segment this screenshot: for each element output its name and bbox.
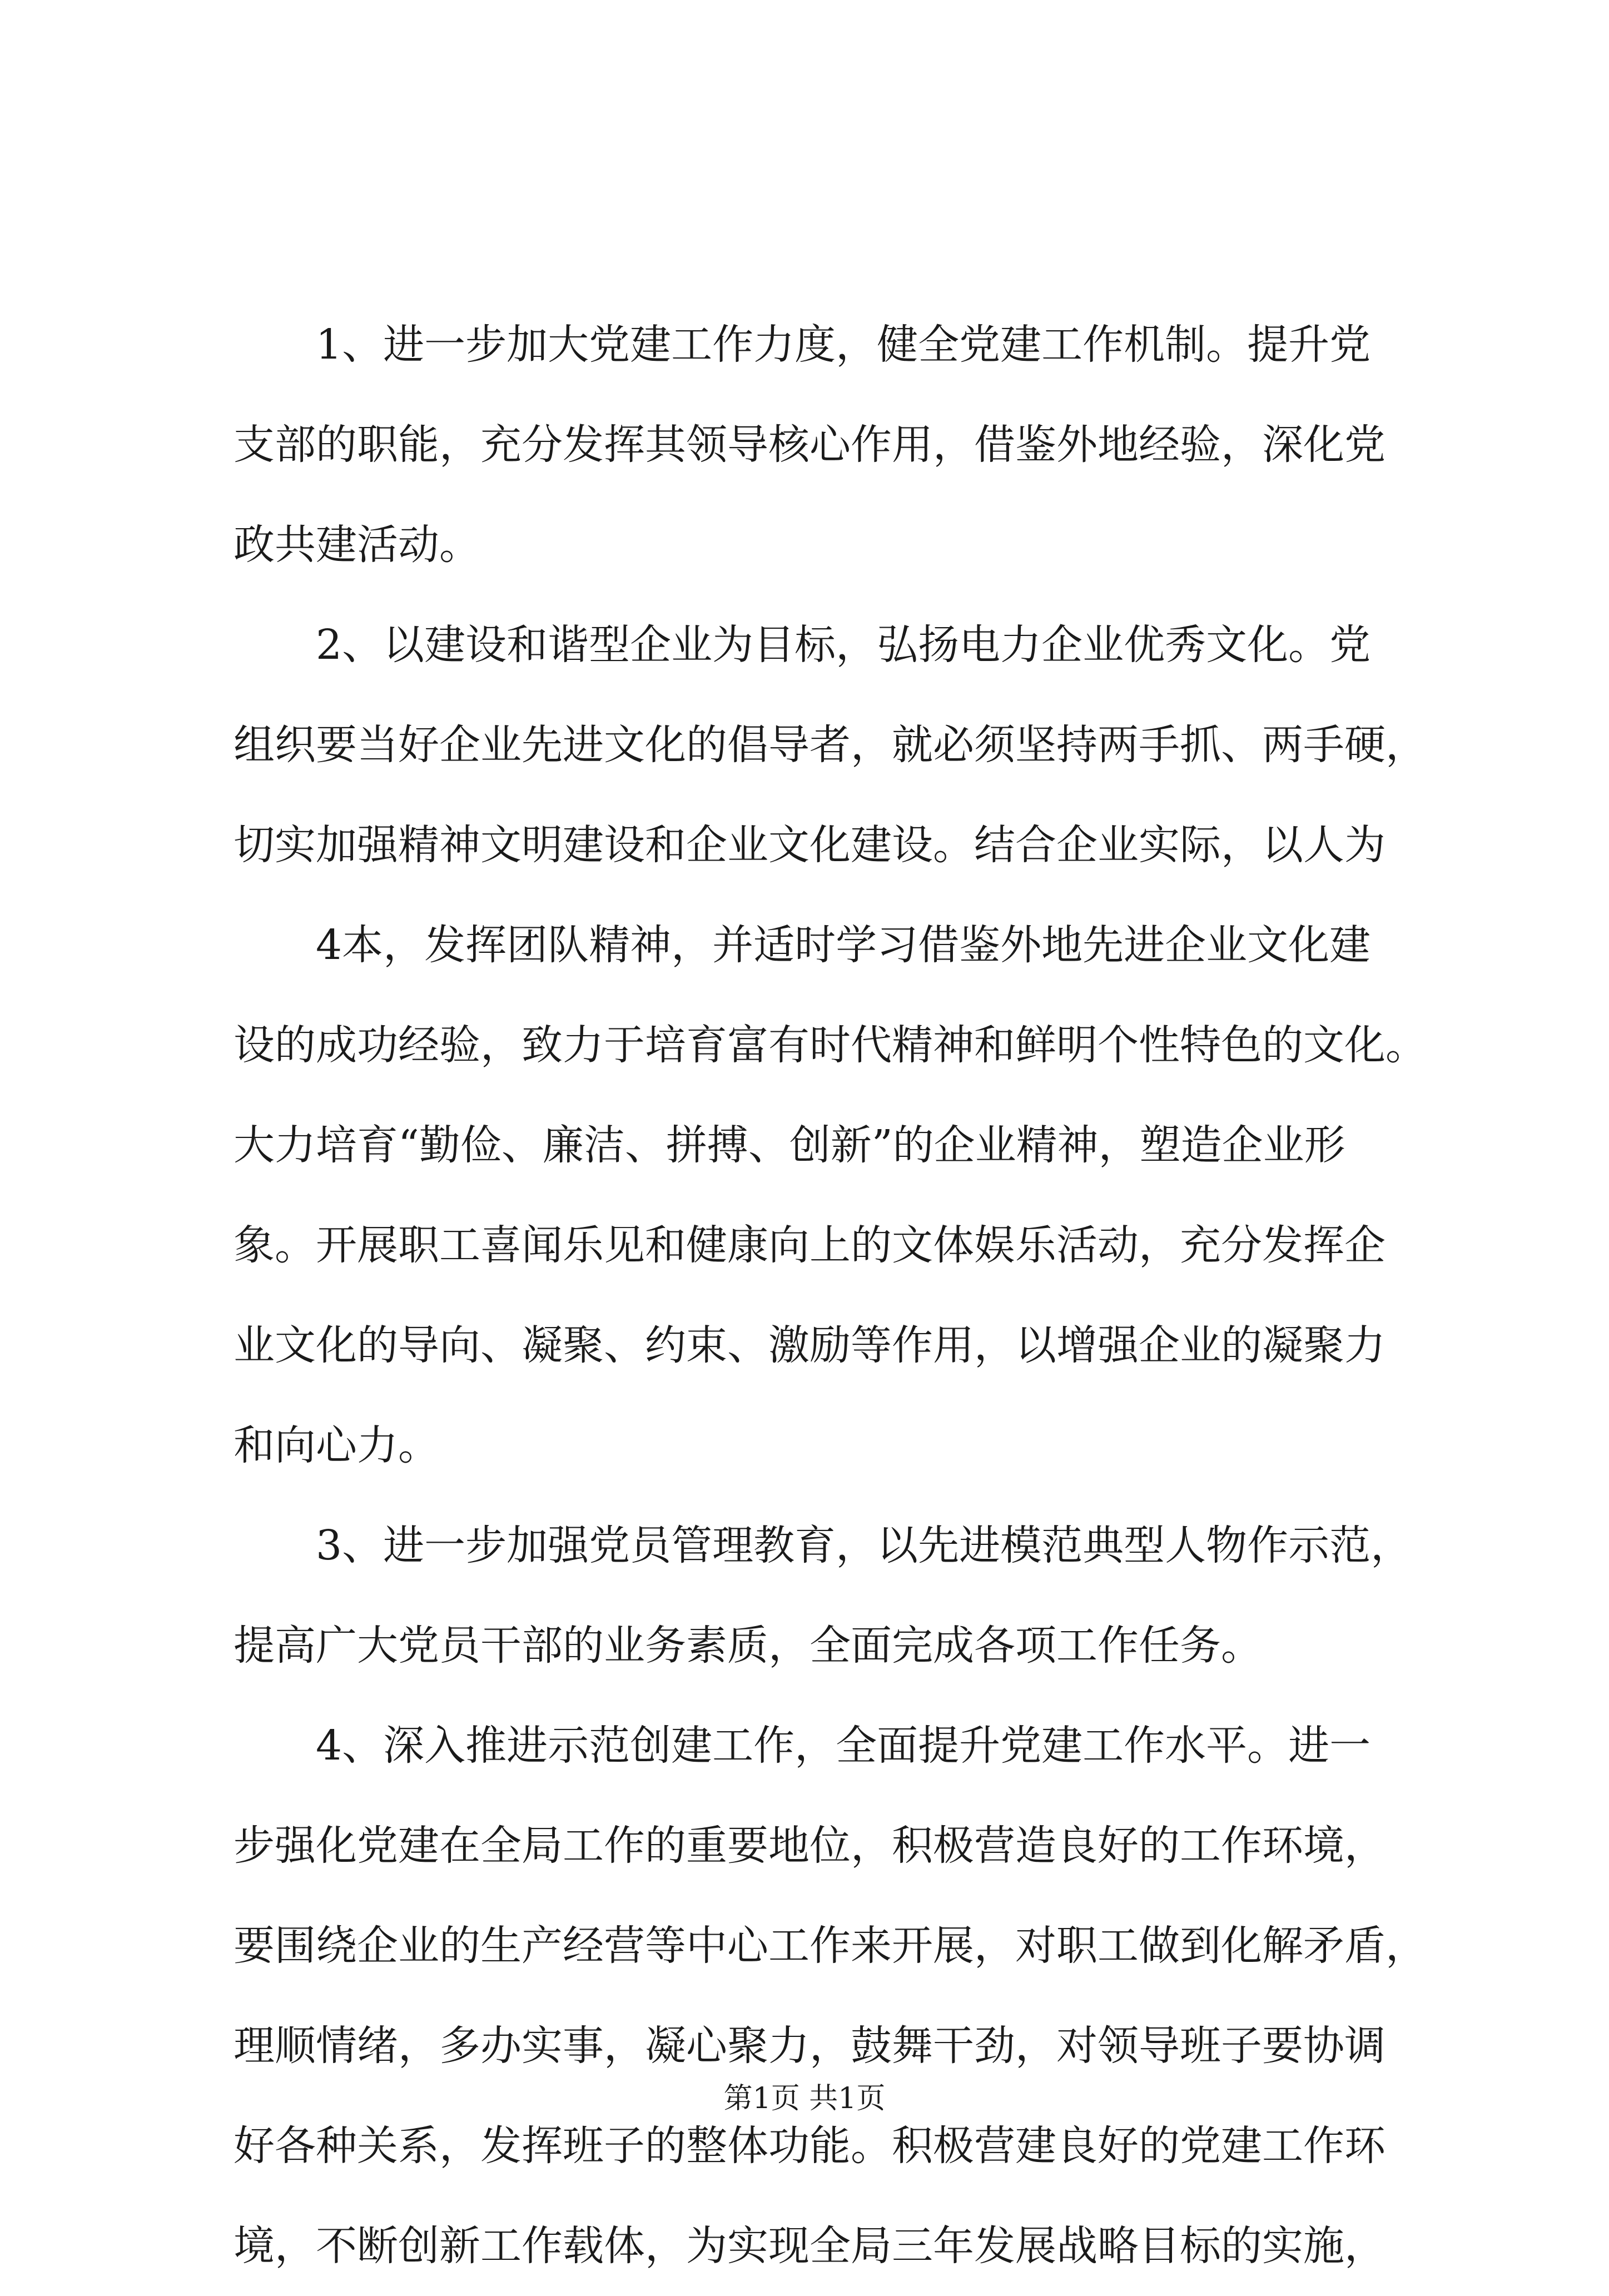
body-line-1: 1、进一步加大党建工作力度，健全党建工作机制。提升党 — [316, 321, 1371, 369]
body-line-20: 境，不断创新工作载体，为实现全局三年发展战略目标的实施， — [234, 2222, 1385, 2270]
body-line-18: 理顺情绪，多办实事，凝心聚力，鼓舞干劲，对领导班子要协调 — [234, 2022, 1385, 2070]
page-number-label: 第1页 共1页 — [723, 2082, 886, 2115]
body-line-17: 要围绕企业的生产经营等中心工作来开展，对职工做到化解矛盾， — [234, 1922, 1427, 1970]
body-line-8: 设的成功经验，致力于培育富有时代精神和鲜明个性特色的文化。 — [234, 1021, 1427, 1069]
body-line-5: 组织要当好企业先进文化的倡导者，就必须坚持两手抓、两手硬， — [234, 721, 1427, 769]
body-line-19: 好各种关系，发挥班子的整体功能。积极营建良好的党建工作环 — [234, 2122, 1385, 2170]
body-line-15: 4、深入推进示范创建工作，全面提升党建工作水平。进一 — [316, 1722, 1371, 1770]
body-line-9: 大力培育“勤俭、廉洁、拼搏、创新”的企业精神，塑造企业形 — [234, 1121, 1345, 1169]
body-line-10: 象。开展职工喜闻乐见和健康向上的文体娱乐活动，充分发挥企 — [234, 1221, 1385, 1269]
page-footer — [0, 2079, 1609, 2118]
body-line-14: 提高广大党员干部的业务素质，全面完成各项工作任务。 — [234, 1622, 1262, 1669]
body-line-6: 切实加强精神文明建设和企业文化建设。结合企业实际，以人为 — [234, 821, 1385, 869]
body-line-16: 步强化党建在全局工作的重要地位，积极营造良好的工作环境， — [234, 1822, 1385, 1870]
body-line-7: 4本，发挥团队精神，并适时学习借鉴外地先进企业文化建 — [316, 921, 1371, 969]
body-line-2: 支部的职能，充分发挥其领导核心作用，借鉴外地经验，深化党 — [234, 421, 1385, 469]
body-line-12: 和向心力。 — [234, 1422, 439, 1469]
body-line-3: 政共建活动。 — [234, 521, 480, 569]
body-line-13: 3、进一步加强党员管理教育，以先进模范典型人物作示范， — [316, 1522, 1412, 1569]
document-body — [234, 295, 1427, 2296]
body-line-4: 2、以建设和谐型企业为目标，弘扬电力企业优秀文化。党 — [316, 621, 1371, 669]
body-line-11: 业文化的导向、凝聚、约束、激励等作用，以增强企业的凝聚力 — [234, 1321, 1385, 1369]
